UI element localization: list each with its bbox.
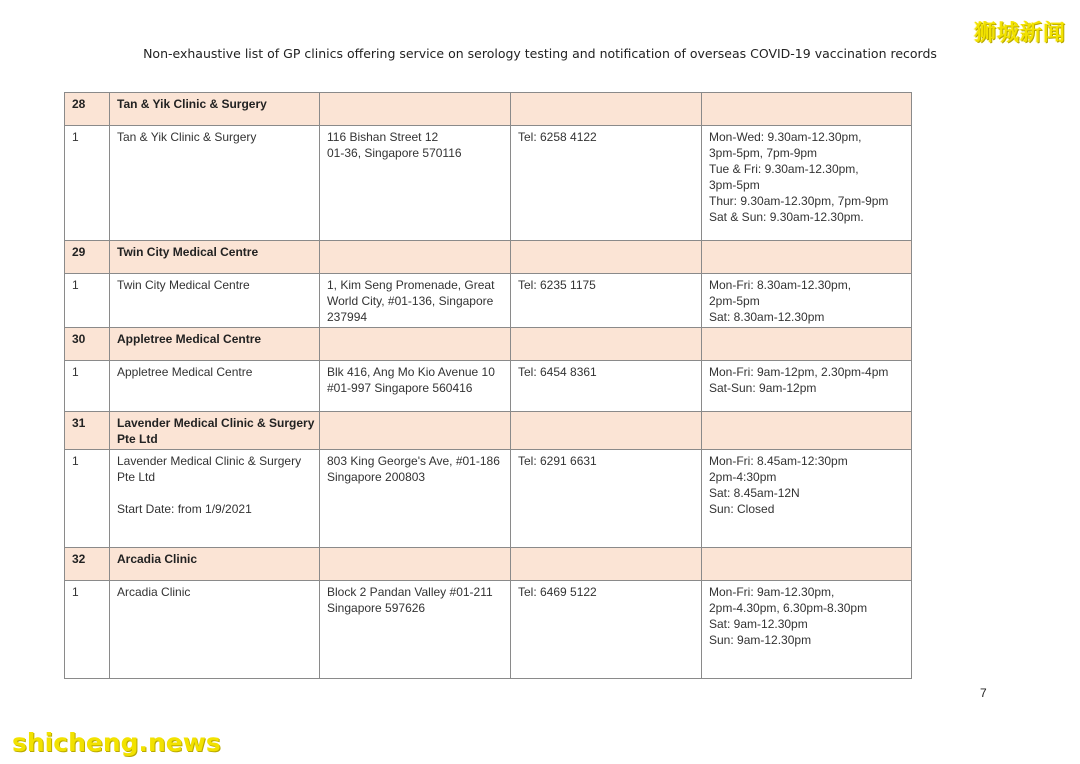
empty-cell	[320, 548, 511, 581]
row-index: 1	[65, 274, 110, 328]
clinic-hours: Mon-Fri: 9am-12.30pm, 2pm-4.30pm, 6.30pm-8.30pm Sat: 9am-12.30pm Sun: 9am-12.30pm	[702, 581, 912, 679]
group-name: Lavender Medical Clinic & Surgery Pte Ltd	[110, 412, 320, 450]
clinic-tel: Tel: 6235 1175	[511, 274, 702, 328]
clinic-row	[65, 581, 912, 679]
clinic-hours: Mon-Wed: 9.30am-12.30pm, 3pm-5pm, 7pm-9pm Tue & Fri: 9.30am-12.30pm, 3pm-5pm Thur: 9.30am-12.30pm, 7pm-9pm Sat & Sun: 9.30am-12.30pm.	[702, 126, 912, 241]
row-index: 1	[65, 581, 110, 679]
clinic-address: Blk 416, Ang Mo Kio Avenue 10 #01-997 Singapore 560416	[320, 361, 511, 412]
empty-cell	[320, 241, 511, 274]
clinic-table	[64, 92, 912, 679]
group-name: Twin City Medical Centre	[110, 241, 320, 274]
clinic-address: 803 King George's Ave, #01-186 Singapore 200803	[320, 450, 511, 548]
document-title: Non-exhaustive list of GP clinics offering service on serology testing and notification of overseas COVID-19 vaccination records	[143, 46, 937, 61]
page-number: 7	[980, 686, 987, 700]
clinic-tel: Tel: 6454 8361	[511, 361, 702, 412]
start-date-note: Start Date: from 1/9/2021	[117, 502, 252, 516]
group-name: Tan & Yik Clinic & Surgery	[110, 93, 320, 126]
clinic-row	[65, 361, 912, 412]
empty-cell	[511, 328, 702, 361]
group-number: 30	[65, 328, 110, 361]
empty-cell	[320, 328, 511, 361]
clinic-name: Appletree Medical Centre	[110, 361, 320, 412]
clinic-row	[65, 126, 912, 241]
clinic-group-header	[65, 93, 912, 126]
row-index: 1	[65, 126, 110, 241]
group-number: 32	[65, 548, 110, 581]
empty-cell	[702, 412, 912, 450]
group-name: Appletree Medical Centre	[110, 328, 320, 361]
clinic-group-header	[65, 328, 912, 361]
row-index: 1	[65, 361, 110, 412]
empty-cell	[320, 93, 511, 126]
clinic-hours: Mon-Fri: 8.30am-12.30pm, 2pm-5pm Sat: 8.30am-12.30pm	[702, 274, 912, 328]
watermark-logo-top: 狮城新闻	[973, 21, 1066, 46]
group-name: Arcadia Clinic	[110, 548, 320, 581]
clinic-address: 116 Bishan Street 12 01-36, Singapore 570116	[320, 126, 511, 241]
watermark-logo-bottom: shicheng.news	[12, 728, 221, 757]
clinic-tel: Tel: 6291 6631	[511, 450, 702, 548]
clinic-name: Twin City Medical Centre	[110, 274, 320, 328]
empty-cell	[511, 241, 702, 274]
clinic-name: Lavender Medical Clinic & Surgery Pte Ltd Start Date: from 1/9/2021	[110, 450, 320, 548]
clinic-name: Arcadia Clinic	[110, 581, 320, 679]
clinic-row	[65, 450, 912, 548]
group-number: 28	[65, 93, 110, 126]
group-number: 29	[65, 241, 110, 274]
clinic-name: Tan & Yik Clinic & Surgery	[110, 126, 320, 241]
clinic-group-header	[65, 412, 912, 450]
clinic-group-header	[65, 548, 912, 581]
clinic-tel: Tel: 6258 4122	[511, 126, 702, 241]
empty-cell	[511, 412, 702, 450]
clinic-tel: Tel: 6469 5122	[511, 581, 702, 679]
empty-cell	[702, 548, 912, 581]
clinic-hours: Mon-Fri: 8.45am-12:30pm 2pm-4:30pm Sat: 8.45am-12N Sun: Closed	[702, 450, 912, 548]
empty-cell	[511, 93, 702, 126]
clinic-address: 1, Kim Seng Promenade, Great World City, #01-136, Singapore 237994	[320, 274, 511, 328]
clinic-group-header	[65, 241, 912, 274]
clinic-row	[65, 274, 912, 328]
clinic-address: Block 2 Pandan Valley #01-211 Singapore 597626	[320, 581, 511, 679]
empty-cell	[702, 241, 912, 274]
empty-cell	[511, 548, 702, 581]
row-index: 1	[65, 450, 110, 548]
empty-cell	[702, 93, 912, 126]
empty-cell	[702, 328, 912, 361]
clinic-hours: Mon-Fri: 9am-12pm, 2.30pm-4pm Sat-Sun: 9am-12pm	[702, 361, 912, 412]
empty-cell	[320, 412, 511, 450]
group-number: 31	[65, 412, 110, 450]
